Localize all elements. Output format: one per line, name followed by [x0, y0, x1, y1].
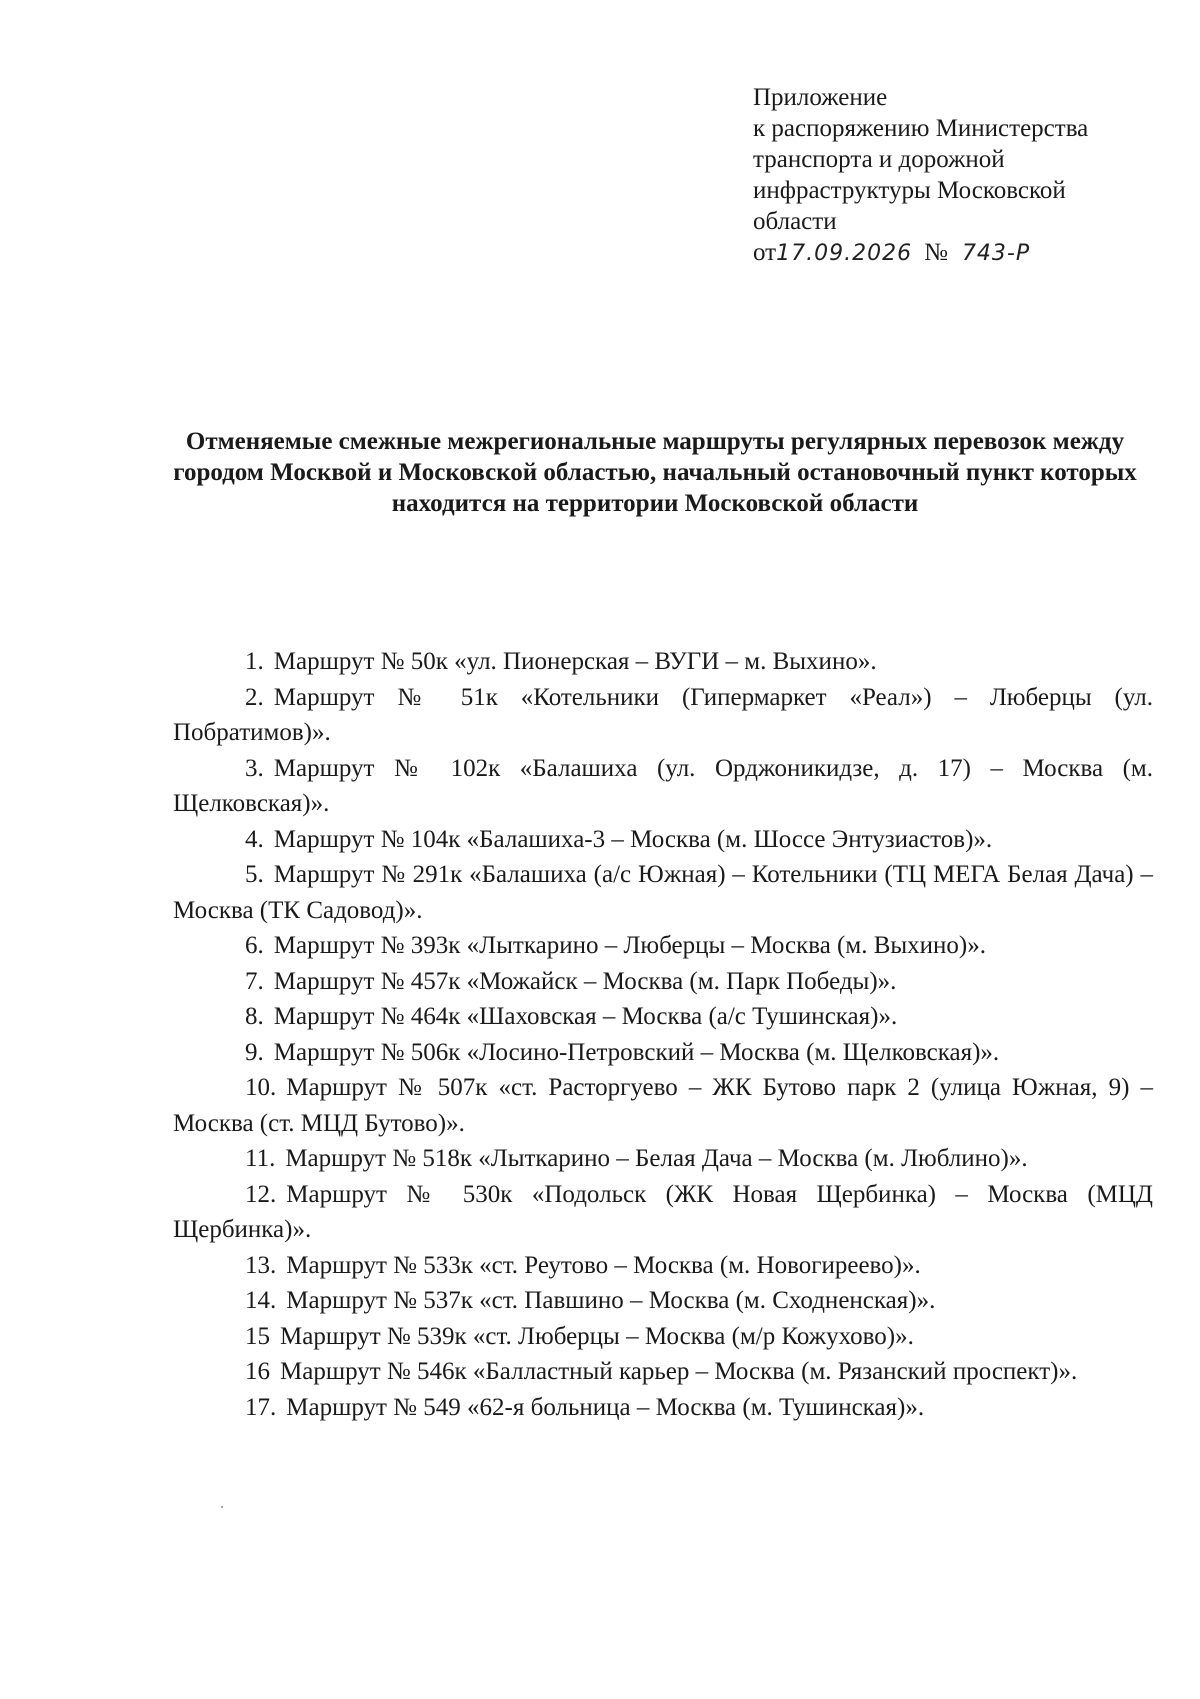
- route-text: Маршрут № 518к «Лыткарино – Белая Дача – Москва (м. Люблино)».: [285, 1145, 1028, 1172]
- appendix-header: [753, 82, 1173, 269]
- route-item: [173, 1283, 1153, 1319]
- route-text: Маршрут № 291к «Балашиха (а/с Южная) – Котельники (ТЦ МЕГА Белая Дача) – Москва (ТК Садовод)».: [173, 861, 1153, 924]
- appendix-line: Приложение: [753, 84, 888, 111]
- route-number: 4.: [245, 825, 264, 853]
- route-number: 2.: [245, 683, 264, 711]
- route-item: [173, 1141, 1153, 1177]
- route-item: [173, 857, 1153, 928]
- route-number: 8.: [245, 1003, 264, 1030]
- route-text: Маршрут № 549 «62-я больница – Москва (м. Тушинская)».: [286, 1393, 925, 1421]
- route-number: 14.: [245, 1287, 277, 1314]
- route-text: Маршрут № 506к «Лосино-Петровский – Москва (м. Щелковская)».: [273, 1038, 1000, 1066]
- route-item: [173, 1319, 1153, 1355]
- route-text: Маршрут № 464к «Шаховская – Москва (а/с Тушинская)».: [273, 1003, 898, 1030]
- route-item: [173, 822, 1153, 858]
- document-title: Отменяемые смежные межрегиональные маршруты регулярных перевозок между городом Москвой и Московской областью, начальный остановочный пункт которых находится на территории Московской области: [173, 428, 1137, 517]
- route-item: [173, 1070, 1153, 1141]
- appendix-line: к распоряжению Министерства: [753, 115, 1089, 142]
- date-prefix: от: [753, 239, 777, 266]
- route-number: 16: [245, 1358, 270, 1385]
- route-number: 3.: [245, 754, 264, 782]
- route-number: 6.: [245, 932, 264, 959]
- appendix-line: области: [753, 208, 837, 235]
- appendix-date-line: [753, 237, 1173, 269]
- route-item: [173, 999, 1153, 1035]
- route-item: [173, 964, 1153, 1000]
- handwritten-number: 743-Р: [961, 241, 1031, 266]
- route-text: Маршрут № 530к «Подольск (ЖК Новая Щербинка) – Москва (МЦД Щербинка)».: [173, 1180, 1153, 1243]
- route-number: 1.: [245, 648, 264, 675]
- route-text: Маршрут № 537к «ст. Павшино – Москва (м. Сходненская)».: [286, 1287, 936, 1314]
- route-item: [173, 1177, 1153, 1248]
- route-text: Маршрут № 507к «ст. Расторгуево – ЖК Бутово парк 2 (улица Южная, 9) – Москва (ст. МЦД Бутово)».: [173, 1074, 1153, 1137]
- handwritten-date: 17.09.2026: [776, 241, 913, 266]
- route-number: 17.: [245, 1393, 277, 1421]
- routes-list: [173, 644, 1153, 1425]
- route-text: Маршрут № 50к «ул. Пионерская – ВУГИ – м. Выхино».: [273, 648, 877, 675]
- route-number: 13.: [245, 1251, 277, 1279]
- route-item: [173, 644, 1153, 680]
- number-prefix: №: [924, 239, 948, 266]
- route-text: Маршрут № 533к «ст. Реутово – Москва (м. Новогиреево)».: [286, 1251, 921, 1279]
- route-text: Маршрут № 104к «Балашиха-3 – Москва (м. Шоссе Энтузиастов)».: [273, 825, 993, 853]
- route-number: 7.: [245, 967, 264, 995]
- route-item: [173, 1035, 1153, 1071]
- route-text: Маршрут № 393к «Лыткарино – Люберцы – Москва (м. Выхино)».: [273, 932, 987, 959]
- route-text: Маршрут № 102к «Балашиха (ул. Орджоникидзе, д. 17) – Москва (м. Щелковская)».: [173, 754, 1153, 817]
- route-item: [173, 928, 1153, 964]
- route-number: 11.: [245, 1145, 276, 1172]
- route-text: Маршрут № 457к «Можайск – Москва (м. Парк Победы)».: [273, 967, 897, 995]
- route-text: Маршрут № 51к «Котельники (Гипермаркет «Реал») – Люберцы (ул. Побратимов)».: [173, 683, 1153, 746]
- route-item: [173, 1248, 1153, 1284]
- appendix-line: инфраструктуры Московской: [753, 177, 1066, 204]
- route-number: 5.: [245, 861, 264, 888]
- route-text: Маршрут № 546к «Балластный карьер – Москва (м. Рязанский проспект)».: [280, 1358, 1078, 1385]
- route-text: Маршрут № 539к «ст. Люберцы – Москва (м/р Кожухово)».: [280, 1322, 914, 1350]
- appendix-line: транспорта и дорожной: [753, 146, 1005, 173]
- scan-speck: [221, 1506, 223, 1508]
- route-number: 12.: [245, 1180, 277, 1208]
- route-number: 10.: [245, 1074, 277, 1101]
- route-number: 15: [245, 1322, 270, 1350]
- route-item: [173, 751, 1153, 822]
- route-number: 9.: [245, 1038, 264, 1066]
- route-item: [173, 680, 1153, 751]
- route-item: [173, 1354, 1153, 1390]
- route-item: [173, 1390, 1153, 1426]
